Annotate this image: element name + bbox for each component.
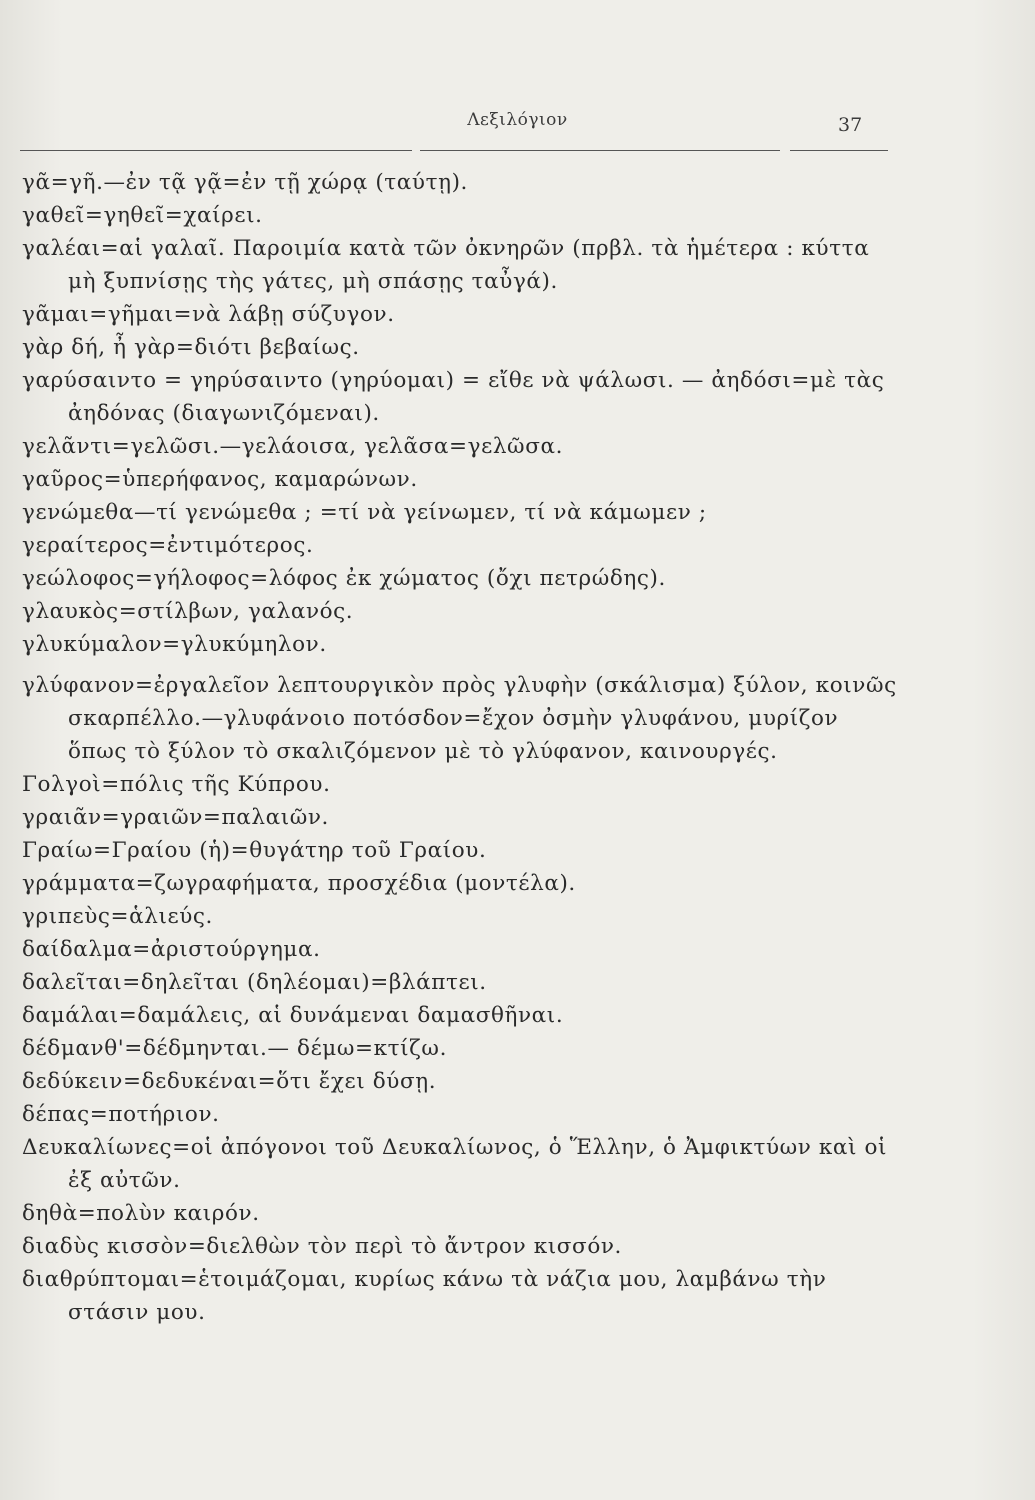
header-rule-left	[20, 150, 412, 151]
glossary-entry: δηθὰ=πολὺν καιρόν.	[22, 1201, 260, 1226]
glossary-entry: γᾶμαι=γῆμαι=νὰ λάβῃ σύζυγον.	[22, 302, 395, 327]
glossary-entry: γράμματα=ζωγραφήματα, προσχέδια (μοντέλα).	[22, 871, 576, 896]
header-rule-middle	[420, 150, 780, 151]
glossary-entry: διαθρύπτομαι=ἑτοιμάζομαι, κυρίως κάνω τὰ νάζια μου, λαμβάνω τὴν στάσιν μου.	[22, 1267, 827, 1325]
glossary-entry: γριπεὺς=ἁλιεύς.	[22, 904, 213, 929]
glossary-entry: γαλέαι=αἱ γαλαῖ. Παροιμία κατὰ τῶν ὀκνηρῶν (πρβλ. τὰ ἡμέτερα : κύττα μὴ ξυπνίσῃς τὴς γάτες, μὴ σπάσῃς ταὖγά).	[22, 236, 870, 294]
glossary-entry: δέδμανθ'=δέδμηνται.— δέμω=κτίζω.	[22, 1036, 448, 1061]
glossary-entry: Δευκαλίωνες=οἱ ἀπόγονοι τοῦ Δευκαλίωνος, ὁ Ἕλλην, ὁ Ἀμφικτύων καὶ οἱ ἐξ αὐτῶν.	[22, 1135, 888, 1193]
glossary-entry: γελᾶντι=γελῶσι.—γελάοισα, γελᾶσα=γελῶσα.	[22, 434, 564, 459]
glossary-entry: δαλεῖται=δηλεῖται (δηλέομαι)=βλάπτει.	[22, 970, 487, 995]
glossary-entry: γλυκύμαλον=γλυκύμηλον.	[22, 632, 327, 657]
running-head: Λεξιλόγιον	[467, 110, 568, 130]
glossary-text	[22, 166, 902, 1329]
glossary-entry: γενώμεθα—τί γενώμεθα ; =τί νὰ γείνωμεν, τί νὰ κάμωμεν ;	[22, 500, 707, 525]
glossary-entry: γλαυκὸς=στίλβων, γαλανός.	[22, 599, 354, 624]
glossary-entry: δεδύκειν=δεδυκέναι=ὅτι ἔχει δύσῃ.	[22, 1069, 437, 1094]
header-rule-right	[790, 150, 888, 151]
glossary-entry: Γραίω=Γραίου (ἡ)=θυγάτηρ τοῦ Γραίου.	[22, 838, 487, 863]
glossary-entry: δαίδαλμα=ἀριστούργημα.	[22, 937, 321, 962]
glossary-entry: δέπας=ποτήριον.	[22, 1102, 220, 1127]
page-number: 37	[838, 114, 863, 136]
glossary-entry: γαῦρος=ὑπερήφανος, καμαρώνων.	[22, 467, 418, 492]
glossary-entry: γραιᾶν=γραιῶν=παλαιῶν.	[22, 805, 329, 830]
glossary-entry: γαρύσαιντο = γηρύσαιντο (γηρύομαι) = εἴθε νὰ ψάλωσι. — ἀηδόσι=μὲ τὰς ἀηδόνας (διαγωνιζόμεναι).	[22, 368, 885, 426]
glossary-entry: γᾶ=γῆ.—ἐν τᾷ γᾷ=ἐν τῇ χώρᾳ (ταύτῃ).	[22, 170, 468, 195]
glossary-entry: γλύφανον=ἐργαλεῖον λεπτουργικὸν πρὸς γλυφὴν (σκάλισμα) ξύλον, κοινῶς σκαρπέλλο.—γλυφάνοιο ποτόσδον=ἔχον ὀσμὴν γλυφάνου, μυρίζον ὅπως τὸ ξύλον τὸ σκαλιζόμενον μὲ τὸ γλύφανον, καινουργές.	[22, 673, 897, 764]
glossary-entry: δαμάλαι=δαμάλεις, αἱ δυνάμεναι δαμασθῆναι.	[22, 1003, 564, 1028]
glossary-entry: γὰρ δή, ἦ γὰρ=διότι βεβαίως.	[22, 335, 360, 360]
glossary-entry: γεώλοφος=γήλοφος=λόφος ἐκ χώματος (ὄχι πετρώδης).	[22, 566, 666, 591]
glossary-entry: γαθεῖ=γηθεῖ=χαίρει.	[22, 203, 263, 228]
glossary-entry: διαδὺς κισσὸν=διελθὼν τὸν περὶ τὸ ἄντρον κισσόν.	[22, 1234, 622, 1259]
glossary-entry: Γολγοὶ=πόλις τῆς Κύπρου.	[22, 772, 331, 797]
glossary-entry: γεραίτερος=ἐντιμότερος.	[22, 533, 314, 558]
